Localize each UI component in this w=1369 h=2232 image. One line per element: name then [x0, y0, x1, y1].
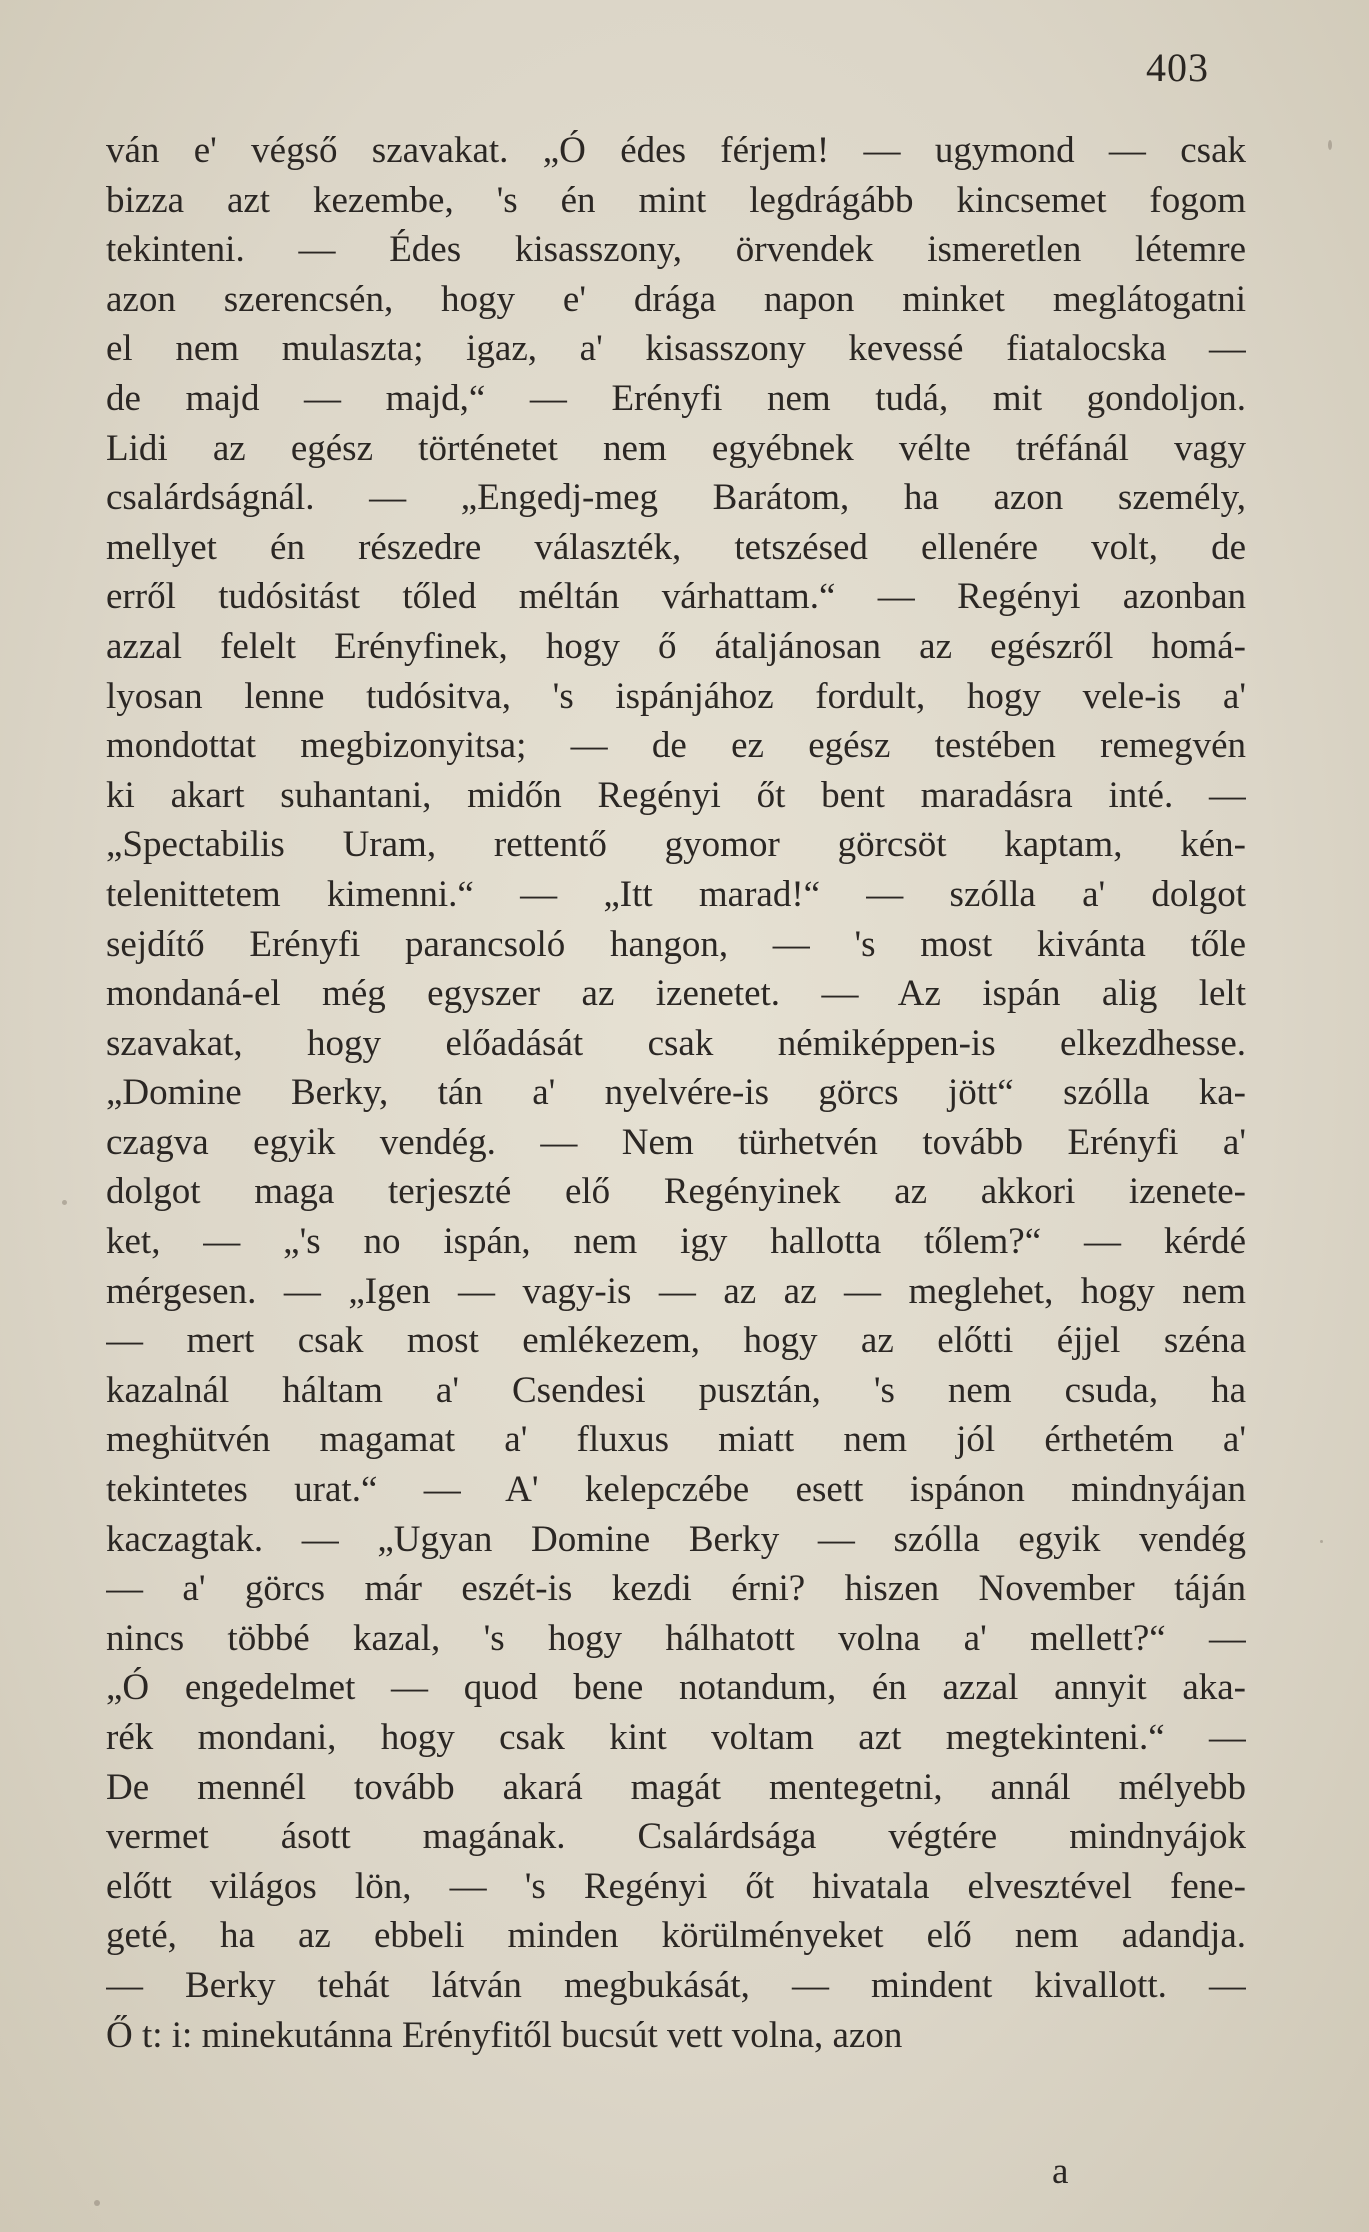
paper-speck [1320, 1540, 1323, 1543]
text-line: nincs többé kazal, 's hogy hálhatott volna a' mellett?“ — [106, 1617, 1246, 1659]
text-line: De mennél tovább akará magát mentegetni, annál mélyebb [106, 1766, 1246, 1808]
text-line: tekinteni. — Édes kisasszony, örvendek ismeretlen létemre [106, 229, 1246, 271]
text-line: dolgot maga terjeszté elő Regényinek az akkori izenete- [106, 1171, 1246, 1213]
text-line: „Domine Berky, tán a' nyelvére-is görcs jött“ szólla ka- [106, 1072, 1246, 1114]
text-line: de majd — majd,“ — Erényfi nem tudá, mit gondoljon. [106, 377, 1246, 419]
text-line: előtt világos lön, — 's Regényi őt hivatala elvesztével fene- [106, 1865, 1246, 1907]
text-line: mérgesen. — „Igen — vagy-is — az az — meglehet, hogy nem [106, 1270, 1246, 1312]
text-line: bizza azt kezembe, 's én mint legdrágább kincsemet fogom [106, 179, 1246, 221]
text-line: erről tudósitást tőled méltán várhattam.“ — Regényi azonban [106, 576, 1246, 618]
paper-speck [94, 2200, 100, 2206]
text-line: Ő t: i: minekutánna Erényfitől bucsút vett volna, azon [106, 2014, 903, 2056]
paper-speck [62, 1200, 67, 1205]
text-line: mondottat megbizonyitsa; — de ez egész testében remegvén [106, 725, 1246, 767]
text-line: csalárdságnál. — „Engedj-meg Barátom, ha azon személy, [106, 477, 1246, 519]
text-line: ki akart suhantani, midőn Regényi őt bent maradásra inté. — [106, 774, 1246, 816]
text-line: ván e' végső szavakat. „Ó édes férjem! — ugymond — csak [106, 130, 1246, 171]
text-line: Lidi az egész történetet nem egyébnek vélte tréfánál vagy [106, 427, 1246, 469]
text-line: sejdítő Erényfi parancsoló hangon, — 's most kivánta tőle [106, 923, 1246, 965]
text-line: mondaná-el még egyszer az izenetet. — Az ispán alig lelt [106, 973, 1246, 1015]
text-line: mellyet én részedre választék, tetszésed ellenére volt, de [106, 526, 1246, 568]
text-line: — mert csak most emlékezem, hogy az előtti éjjel széna [106, 1320, 1246, 1362]
text-line: — Berky tehát látván megbukását, — mindent kivallott. — [106, 1964, 1246, 2006]
paper-speck [1328, 140, 1332, 150]
text-line: ket, — „'s no ispán, nem igy hallotta tőlem?“ — kérdé [106, 1221, 1246, 1263]
text-line: azon szerencsén, hogy e' drága napon minket meglátogatni [106, 278, 1246, 320]
text-line: — a' görcs már eszét-is kezdi érni? hiszen November táján [106, 1568, 1246, 1610]
catchword: a [1052, 2151, 1069, 2192]
text-line: „Spectabilis Uram, rettentő gyomor görcsöt kaptam, kén- [106, 824, 1246, 866]
text-line: el nem mulaszta; igaz, a' kisasszony kevessé fiatalocska — [106, 328, 1246, 370]
text-line: meghütvén magamat a' fluxus miatt nem jól érthetém a' [106, 1419, 1246, 1461]
text-line: „Ó engedelmet — quod bene notandum, én azzal annyit aka- [106, 1667, 1246, 1709]
text-line: azzal felelt Erényfinek, hogy ő átaljánosan az egészről homá- [106, 625, 1246, 667]
body-text [106, 126, 1246, 2060]
text-line: czagva egyik vendég. — Nem türhetvén tovább Erényfi a' [106, 1121, 1246, 1163]
text-line: geté, ha az ebbeli minden körülményeket elő nem adandja. [106, 1915, 1246, 1957]
text-line: szavakat, hogy előadását csak némiképpen-is elkezdhesse. [106, 1022, 1246, 1064]
text-line: kazalnál háltam a' Csendesi pusztán, 's nem csuda, ha [106, 1369, 1246, 1411]
text-line: tekintetes urat.“ — A' kelepczébe esett ispánon mindnyájan [106, 1469, 1246, 1511]
text-line: kaczagtak. — „Ugyan Domine Berky — szólla egyik vendég [106, 1518, 1246, 1560]
text-line: vermet ásott magának. Csalárdsága végtére mindnyájok [106, 1816, 1246, 1858]
text-line: lyosan lenne tudósitva, 's ispánjához fordult, hogy vele-is a' [106, 675, 1246, 717]
page-number: 403 [1146, 45, 1209, 90]
text-line: telenittetem kimenni.“ — „Itt marad!“ — szólla a' dolgot [106, 873, 1246, 915]
text-line: rék mondani, hogy csak kint voltam azt megtekinteni.“ — [106, 1717, 1246, 1758]
